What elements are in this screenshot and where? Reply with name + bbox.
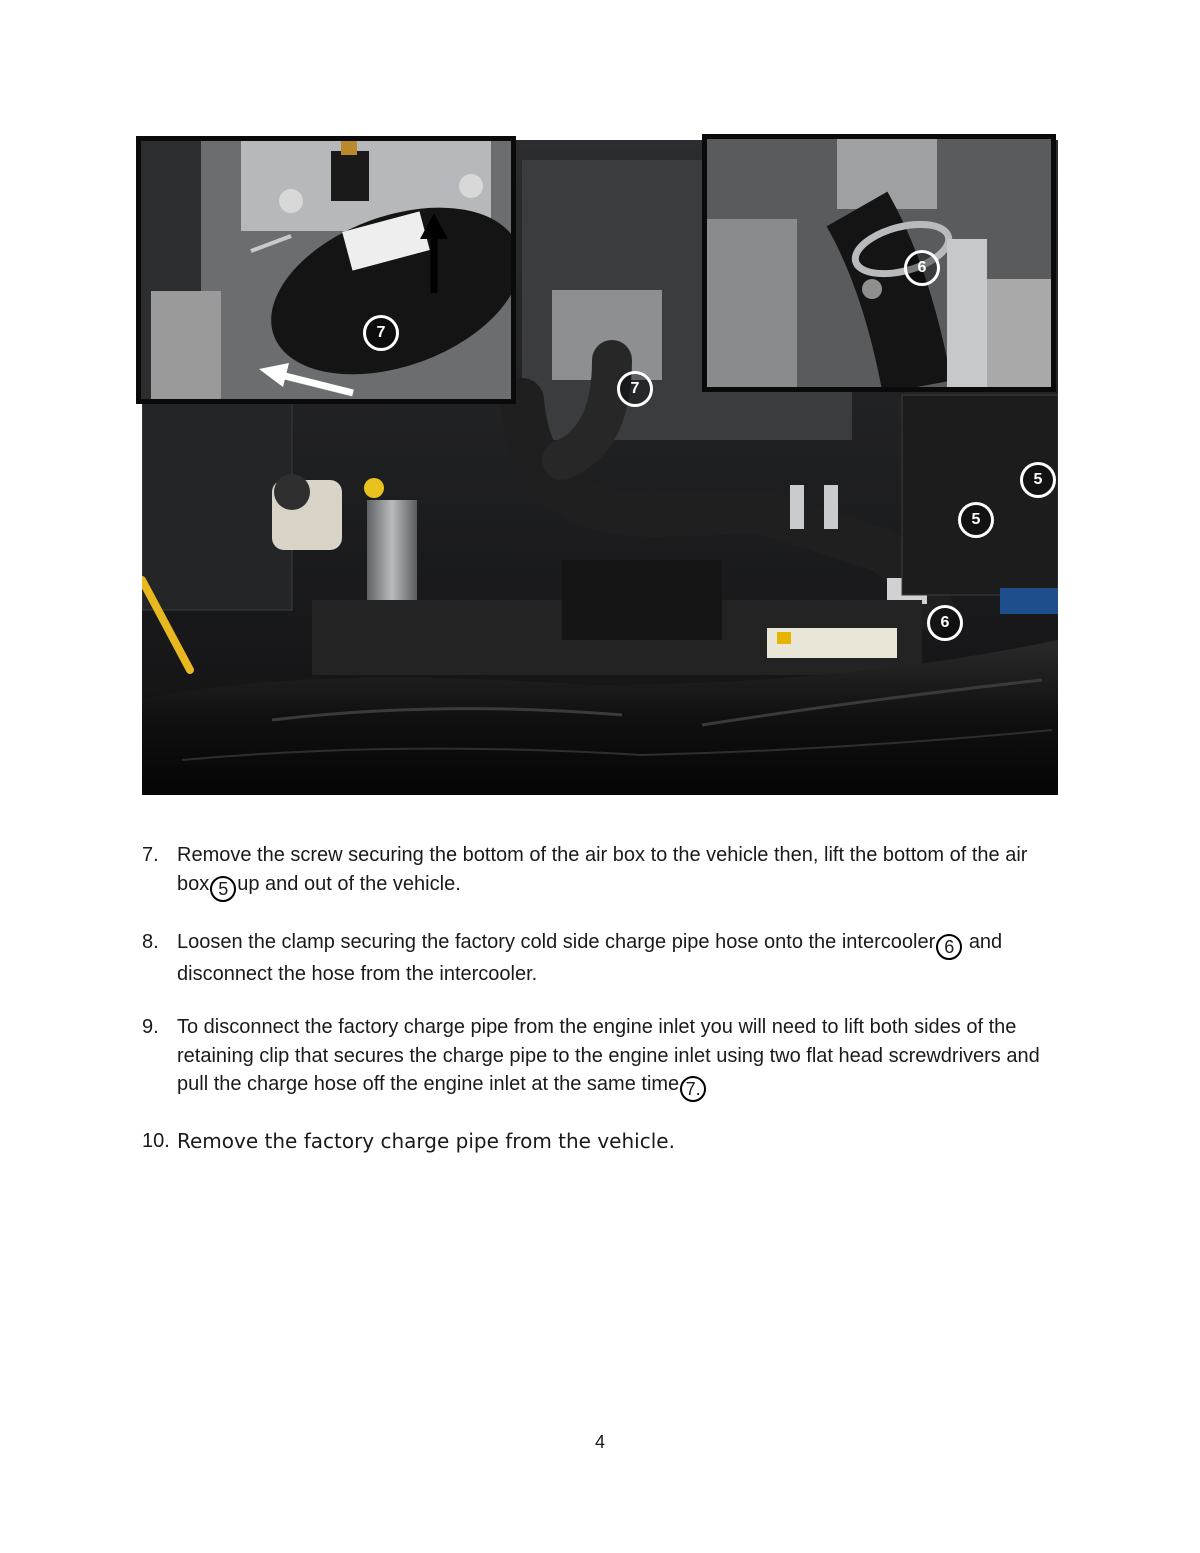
fuel-line (151, 291, 221, 399)
step-number: 7. (142, 844, 159, 866)
inset-intercooler-clamp (702, 134, 1056, 392)
callout-marker: 7. (680, 1076, 706, 1102)
coolant-pipe (947, 239, 987, 387)
carpet-area (987, 279, 1051, 387)
battery-box (142, 400, 292, 610)
arrow-up-icon (419, 213, 449, 295)
bolt (279, 189, 303, 213)
shroud (562, 560, 722, 640)
step-7 (142, 841, 1062, 902)
callout-marker: 6 (936, 934, 962, 960)
oil-dipstick-handle (364, 478, 384, 498)
sensor-connector (331, 151, 369, 201)
hose-clamp (790, 485, 804, 529)
callout-5: 5 (1020, 462, 1056, 498)
reservoir-cap (274, 474, 310, 510)
clamp-screw (862, 279, 882, 299)
inset-intercooler-illustration (707, 139, 1051, 387)
step-text: Remove the screw securing the bottom of the air box to the vehicle then, lift the bottom of the air box 5 up and out of the vehicle. (177, 841, 1062, 902)
step-10 (142, 1127, 1062, 1156)
step-text: To disconnect the factory charge pipe from the engine inlet you will need to lift both sides of the retaining clip that secures the charge pipe to the engine inlet using two flat head screwdrivers and pull the charge hose off the engine inlet at the same time 7. (177, 1013, 1042, 1102)
arrow-left-icon (259, 363, 355, 401)
step-8 (142, 928, 1062, 989)
plastic-shroud (707, 219, 797, 387)
step-number: 10. (142, 1130, 170, 1152)
inset-engine-inlet (136, 136, 516, 404)
step-number: 8. (142, 931, 159, 953)
callout-marker: 5 (210, 876, 236, 902)
callout-7: 7 (617, 371, 653, 407)
callout-6: 6 (927, 605, 963, 641)
callout-5: 5 (958, 502, 994, 538)
step-text: Loosen the clamp securing the factory cold side charge pipe hose onto the intercooler 6 and disconnect the hose from the intercooler. (177, 931, 1003, 985)
callout-7: 7 (363, 315, 399, 351)
blue-connectors (1000, 588, 1058, 614)
warning-triangle (777, 632, 791, 644)
brass-fitting (341, 141, 357, 155)
page-number: 4 (594, 1432, 605, 1452)
step-text: Remove the factory charge pipe from the vehicle. (177, 1129, 675, 1153)
step-9 (142, 1013, 1042, 1102)
bolt (459, 174, 483, 198)
inset-engine-inlet-illustration (141, 141, 511, 399)
hose-clamp (824, 485, 838, 529)
callout-6: 6 (904, 250, 940, 286)
step-number: 9. (142, 1016, 159, 1038)
